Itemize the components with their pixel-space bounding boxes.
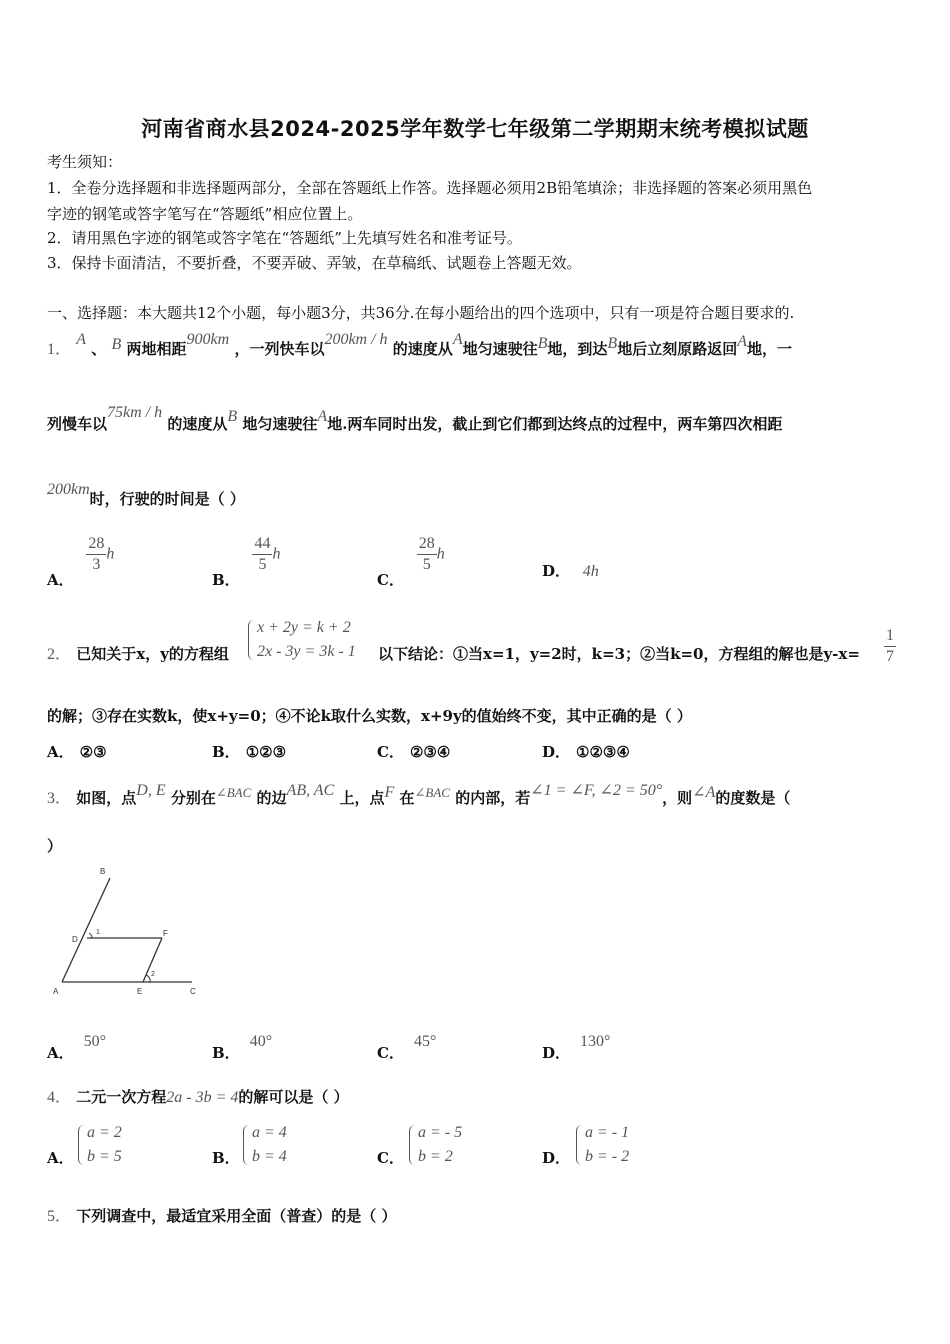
option-value: 4h (582, 563, 599, 580)
option-label: D． (542, 562, 571, 580)
equation-1: x + 2y = k + 2 (257, 619, 351, 636)
label-e: E (137, 987, 143, 996)
text: 地，到达 (547, 340, 608, 358)
option-label: D． (542, 743, 571, 761)
angle-a: ∠A (692, 784, 716, 801)
text: 的速度从 (392, 340, 453, 358)
text: 的速度从 (167, 415, 228, 433)
unit: h (106, 545, 115, 563)
text: 上，点 (339, 789, 385, 807)
value-b: b = - 2 (585, 1148, 630, 1165)
option-value: 45° (413, 1033, 437, 1050)
brace-icon (78, 1125, 85, 1165)
q1-option-d[interactable] (542, 560, 599, 581)
notice-heading: 考生须知： (47, 153, 123, 171)
distance-2: 200km (47, 481, 90, 498)
option-value: ①②③④ (576, 743, 630, 761)
text: 列慢车以 (47, 415, 108, 433)
notice-item: 字迹的钢笔或答字笔写在“答题纸”相应位置上。 (47, 205, 363, 223)
q3-option-d[interactable] (542, 1030, 611, 1062)
geometry-figure (40, 860, 210, 1000)
option-label: B． (212, 1044, 240, 1062)
q2-option-a[interactable] (47, 741, 107, 762)
point-a: A (76, 331, 87, 348)
numerator: 1 (884, 626, 896, 647)
text: ，一列快车以 (234, 340, 325, 358)
option-label: B． (212, 743, 240, 761)
text: 下列调查中，最适宜采用全面（普查）的是（ ） (76, 1207, 397, 1225)
page-title: 河南省商水县2024-2025学年数学七年级第二学期期末统考模拟试题 (141, 117, 809, 141)
value-b: b = 4 (252, 1148, 287, 1165)
angle-bac: ∠BAC (414, 785, 450, 800)
q3-option-a[interactable] (47, 1030, 107, 1062)
equation-system (248, 616, 356, 664)
q1-option-c[interactable] (377, 534, 445, 589)
question-1-line-3 (47, 481, 245, 510)
numerator: 28 (86, 534, 106, 555)
section-heading: 一、选择题：本大题共12个小题，每小题3分，共36分.在每小题给出的四个选项中，只有一项是符合题目要求的. (47, 304, 795, 322)
question-3-line-2: ） (47, 837, 63, 855)
q3-option-b[interactable] (212, 1030, 273, 1062)
text: 时，行驶的时间是（ ） (89, 490, 245, 508)
option-value: ②③④ (409, 743, 451, 761)
text: 的度数是（ (715, 789, 791, 807)
q2-option-d[interactable] (542, 741, 630, 762)
text: 两地相距 (126, 340, 187, 358)
option-label: A． (47, 743, 74, 761)
value-a: a = 2 (87, 1124, 122, 1141)
label-a: A (53, 987, 59, 996)
numerator: 44 (252, 534, 272, 555)
text: 的解可以是（ ） (238, 1088, 349, 1106)
q4-option-c[interactable] (409, 1121, 462, 1169)
label-f: F (163, 929, 168, 938)
text: 如图，点 (76, 789, 137, 807)
q4-option-c-label: C． (377, 1149, 404, 1167)
text: ，则 (662, 789, 693, 807)
q2-option-c[interactable] (377, 741, 450, 762)
text: 的边 (256, 789, 287, 807)
denominator: 7 (886, 648, 894, 665)
notice-item: 1．全卷分选择题和非选择题两部分，全部在答题纸上作答。选择题必须用2B铅笔填涂；非选择题的答案必须用黑色 (47, 179, 813, 197)
notice-item: 2．请用黑色字迹的钢笔或答字笔在“答题纸”上先填写姓名和准考证号。 (47, 229, 522, 247)
question-number: 1． (47, 341, 72, 358)
fraction (884, 626, 896, 667)
text: 已知关于x，y的方程组 (76, 645, 229, 663)
speed-slow: 75km / h (107, 404, 163, 421)
text: 在 (399, 789, 415, 807)
text: 地匀速驶往 (242, 415, 318, 433)
text: 地匀速驶往 (462, 340, 538, 358)
fraction (86, 534, 106, 575)
unit: h (436, 545, 445, 563)
question-2-conclusions (378, 644, 860, 664)
text: 地，一 (746, 340, 792, 358)
question-1-line-2 (47, 404, 783, 435)
question-4-line (47, 1087, 349, 1108)
q3-option-c[interactable] (377, 1030, 437, 1062)
text: 分别在 (170, 789, 216, 807)
question-2-line-2: 的解；③存在实数k，使x+y=0；④不论k取什么实数，x+9y的值始终不变，其中正确的是（ ） (47, 707, 692, 725)
option-label: D． (542, 1044, 571, 1062)
question-number: 4． (47, 1089, 72, 1106)
label-2: 2 (151, 971, 155, 978)
line-ab (62, 878, 110, 982)
point-b: B (607, 335, 618, 352)
point-a: A (317, 408, 328, 425)
q1-option-b[interactable] (212, 534, 281, 589)
point-b: B (111, 336, 122, 353)
value-b: b = 5 (87, 1148, 122, 1165)
label-b: B (100, 867, 106, 876)
separator: 、 (91, 340, 107, 358)
angle-bac: ∠BAC (215, 785, 252, 800)
option-label: A． (47, 1044, 74, 1062)
question-3-line-1 (47, 782, 791, 809)
option-label: B． (212, 570, 240, 589)
point-b: B (537, 335, 548, 352)
q4-option-d[interactable] (576, 1121, 629, 1169)
question-number: 5． (47, 1208, 72, 1225)
fraction (252, 534, 272, 575)
point-a: A (452, 331, 463, 348)
label-d: D (72, 935, 78, 944)
distance: 900km (186, 331, 230, 348)
point-f: F (384, 784, 395, 801)
option-label: A． (47, 570, 74, 589)
numerator: 28 (417, 534, 437, 555)
option-value: 50° (83, 1033, 107, 1050)
option-value: 130° (580, 1033, 611, 1050)
point-b: B (227, 408, 238, 425)
label-1: 1 (96, 929, 100, 936)
option-value: ②③ (79, 743, 107, 761)
q4-option-b-label: B． (212, 1149, 240, 1167)
q4-option-a-label: A． (47, 1149, 74, 1167)
sides-ab-ac: AB, AC (286, 782, 335, 799)
question-number: 2． (47, 646, 72, 663)
fraction (417, 534, 437, 575)
notice-item: 3．保持卡面清洁，不要折叠，不要弄破、弄皱，在草稿纸、试题卷上答题无效。 (47, 254, 582, 272)
label-c: C (190, 987, 196, 996)
brace-icon (576, 1125, 583, 1165)
equation: 2a - 3b = 4 (166, 1089, 239, 1106)
brace-icon (409, 1125, 416, 1165)
denominator: 5 (258, 556, 267, 573)
brace-icon (243, 1125, 250, 1165)
option-label: C． (377, 1044, 404, 1062)
brace-icon (248, 620, 255, 660)
angle-1-arc (89, 933, 92, 938)
value-a: a = 4 (252, 1124, 287, 1141)
option-value: 40° (249, 1033, 273, 1050)
text: 二元一次方程 (76, 1088, 167, 1106)
question-5-line (47, 1206, 396, 1227)
q1-option-a[interactable] (47, 534, 115, 589)
question-2-line-1 (47, 644, 229, 665)
text: 地.两车同时出发，截止到它们都到达终点的过程中，两车第四次相距 (327, 415, 783, 433)
denominator: 3 (92, 556, 101, 573)
equation-2: 2x - 3y = 3k - 1 (257, 643, 356, 660)
text: 地后立刻原路返回 (617, 340, 738, 358)
text: 以下结论：①当x=1，y=2时，k=3；②当k=0，方程组的解也是y-x= (378, 645, 860, 663)
question-number: 3． (47, 790, 72, 807)
option-value: ①②③ (245, 743, 287, 761)
value-b: b = 2 (418, 1148, 453, 1165)
text: 的内部，若 (455, 789, 531, 807)
question-1-line-1 (47, 331, 792, 360)
unit: h (272, 545, 281, 563)
option-label: C． (377, 743, 404, 761)
q4-option-d-label: D． (542, 1149, 571, 1167)
q4-option-a[interactable] (78, 1121, 122, 1169)
denominator: 5 (422, 556, 431, 573)
q4-option-b[interactable] (243, 1121, 287, 1169)
point-a: A (737, 333, 747, 350)
q2-option-b[interactable] (212, 741, 286, 762)
points-de: D, E (136, 782, 166, 799)
condition: ∠1 = ∠F, ∠2 = 50° (530, 782, 663, 799)
value-a: a = - 1 (585, 1124, 630, 1141)
speed-fast: 200km / h (324, 331, 388, 348)
angle-2-arc (146, 975, 150, 982)
option-label: C． (377, 570, 404, 589)
value-a: a = - 5 (418, 1124, 463, 1141)
